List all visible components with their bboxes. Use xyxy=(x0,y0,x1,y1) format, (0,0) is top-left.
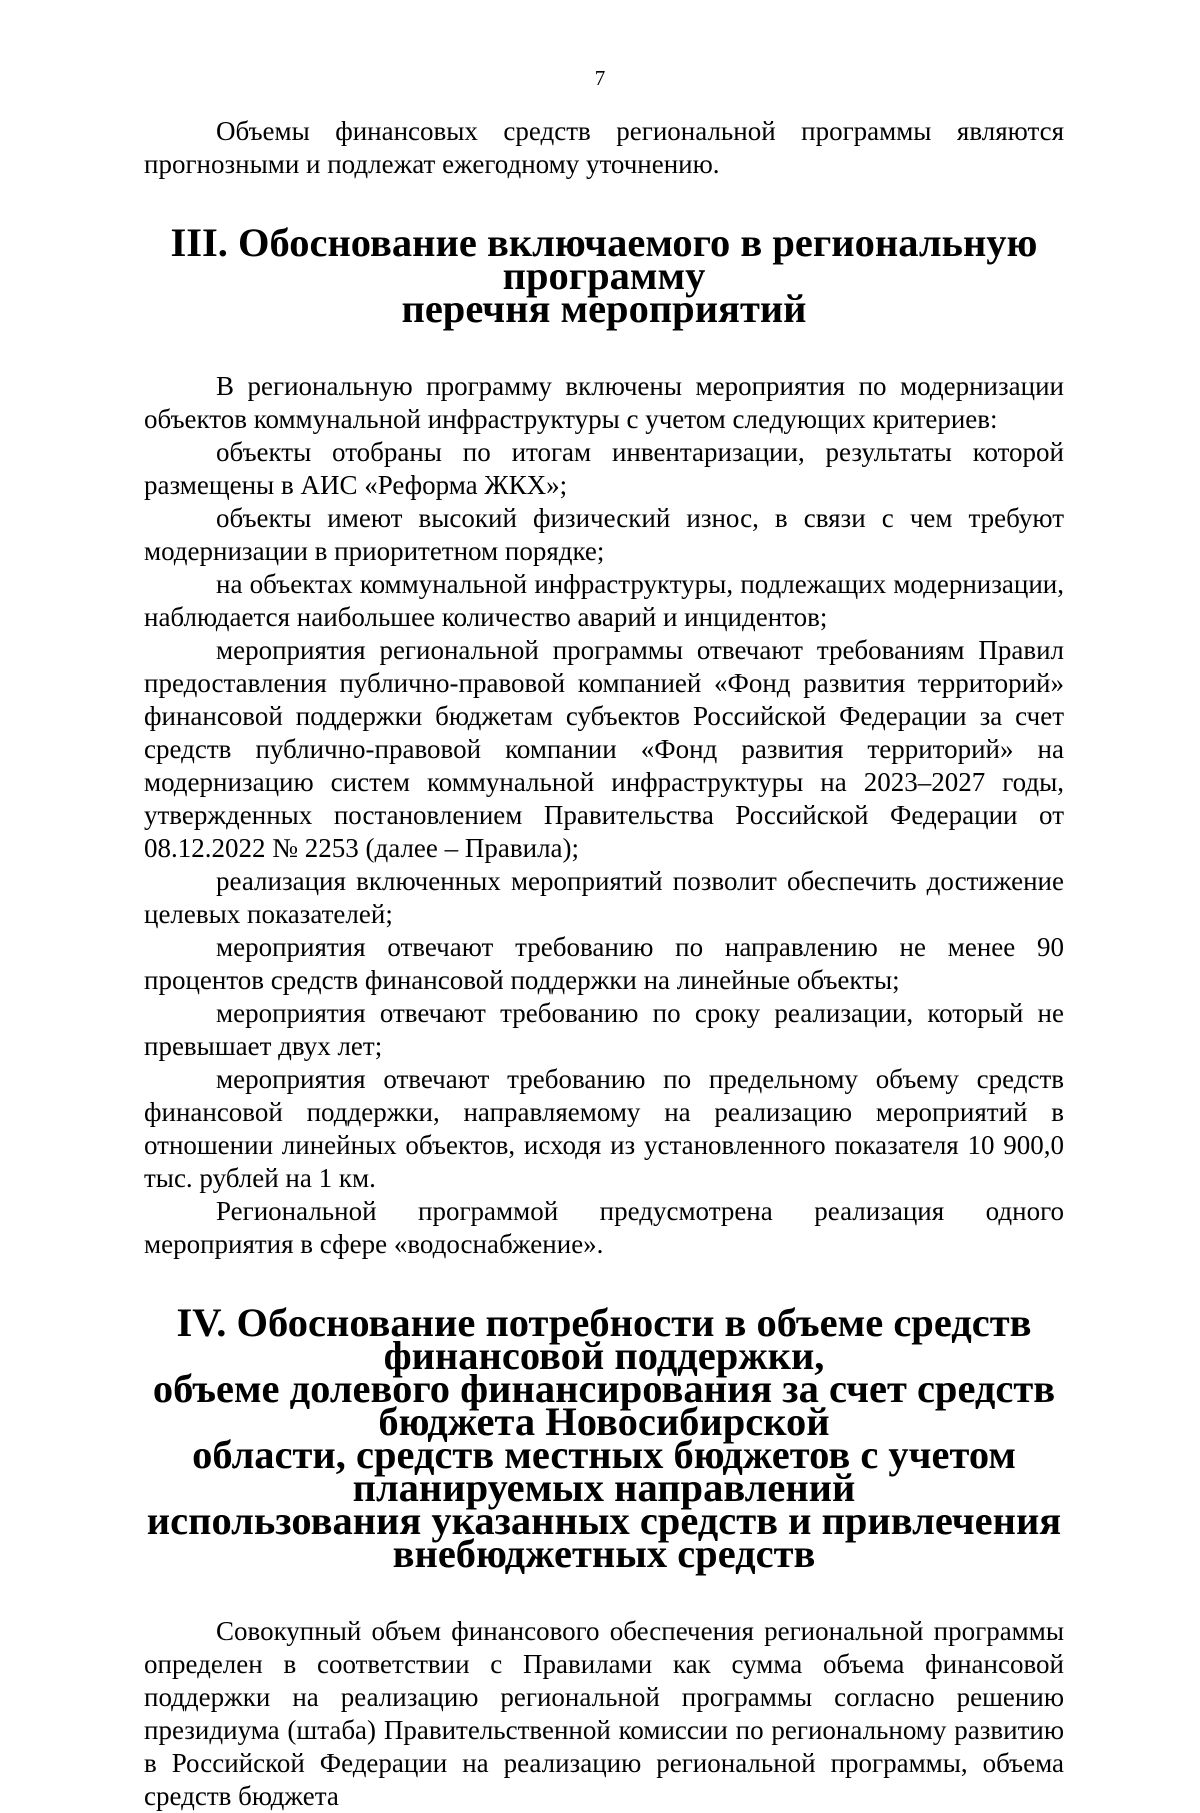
page-number: 7 xyxy=(594,66,606,90)
paragraph: реализация включенных мероприятий позволит обеспечить достижение целевых показателей; xyxy=(144,866,1064,929)
paragraph: В региональную программу включены мероприятия по модернизации объектов коммунальной инфраструктуры с учетом следующих критериев: xyxy=(144,371,1064,434)
paragraph: мероприятия отвечают требованию по сроку реализации, который не превышает двух лет; xyxy=(144,998,1064,1061)
section-4-heading xyxy=(144,1300,1064,1576)
paragraph: мероприятия региональной программы отвечают требованиям Правил предоставления публично-правовой компанией «Фонд развития территорий» финансовой поддержки бюджетам субъектов Российской Федерации за счет средств публично-правовой компании «Фонд развития территорий» на модернизацию систем коммунальной инфраструктуры на 2023–2027 годы, утвержденных постановлением Правительства Российской Федерации от 08.12.2022 № 2253 (далее – Правила); xyxy=(144,635,1064,863)
paragraph: объекты имеют высокий физический износ, в связи с чем требуют модернизации в приоритетном порядке; xyxy=(144,503,1064,566)
section-4-body xyxy=(144,1615,1064,1813)
section-4-heading-line: области, средств местных бюджетов с учетом планируемых направлений xyxy=(192,1432,1016,1510)
section-3-heading-line: перечня мероприятий xyxy=(401,286,807,331)
paragraph: Совокупный объем финансового обеспечения региональной программы определен в соответствии с Правилами как сумма объема финансовой поддержки на реализацию региональной программы согласно решению президиума (штаба) Правительственной комиссии по региональному развитию в Российской Федерации на реализацию региональной программы, объема средств бюджета xyxy=(144,1616,1064,1811)
paragraph: мероприятия отвечают требованию по направлению не менее 90 процентов средств финансовой поддержки на линейные объекты; xyxy=(144,932,1064,995)
document-body xyxy=(144,115,1064,1813)
section-4-heading-line: использования указанных средств и привлечения внебюджетных средств xyxy=(146,1498,1062,1576)
section-4-heading-line: объеме долевого финансирования за счет средств бюджета Новосибирской xyxy=(152,1366,1056,1444)
paragraph: мероприятия отвечают требованию по предельному объему средств финансовой поддержки, направляемому на реализацию мероприятий в отношении линейных объектов, исходя из установленного показателя 10 900,0 тыс. рублей на 1 км. xyxy=(144,1064,1064,1193)
paragraph: на объектах коммунальной инфраструктуры, подлежащих модернизации, наблюдается наибольшее количество аварий и инцидентов; xyxy=(144,569,1064,632)
section-4-heading-line: IV. Обоснование потребности в объеме средств финансовой поддержки, xyxy=(176,1300,1032,1378)
paragraph: объекты отобраны по итогам инвентаризации, результаты которой размещены в АИС «Реформа ЖКХ»; xyxy=(144,437,1064,500)
intro-paragraph: Объемы финансовых средств региональной программы являются прогнозными и подлежат ежегодному уточнению. xyxy=(144,116,1064,179)
section-3-heading xyxy=(144,220,1064,331)
section-3-body xyxy=(144,370,1064,1261)
section-3-heading-line: III. Обоснование включаемого в региональную программу xyxy=(170,220,1038,298)
paragraph: Региональной программой предусмотрена реализация одного мероприятия в сфере «водоснабжение». xyxy=(144,1196,1064,1259)
